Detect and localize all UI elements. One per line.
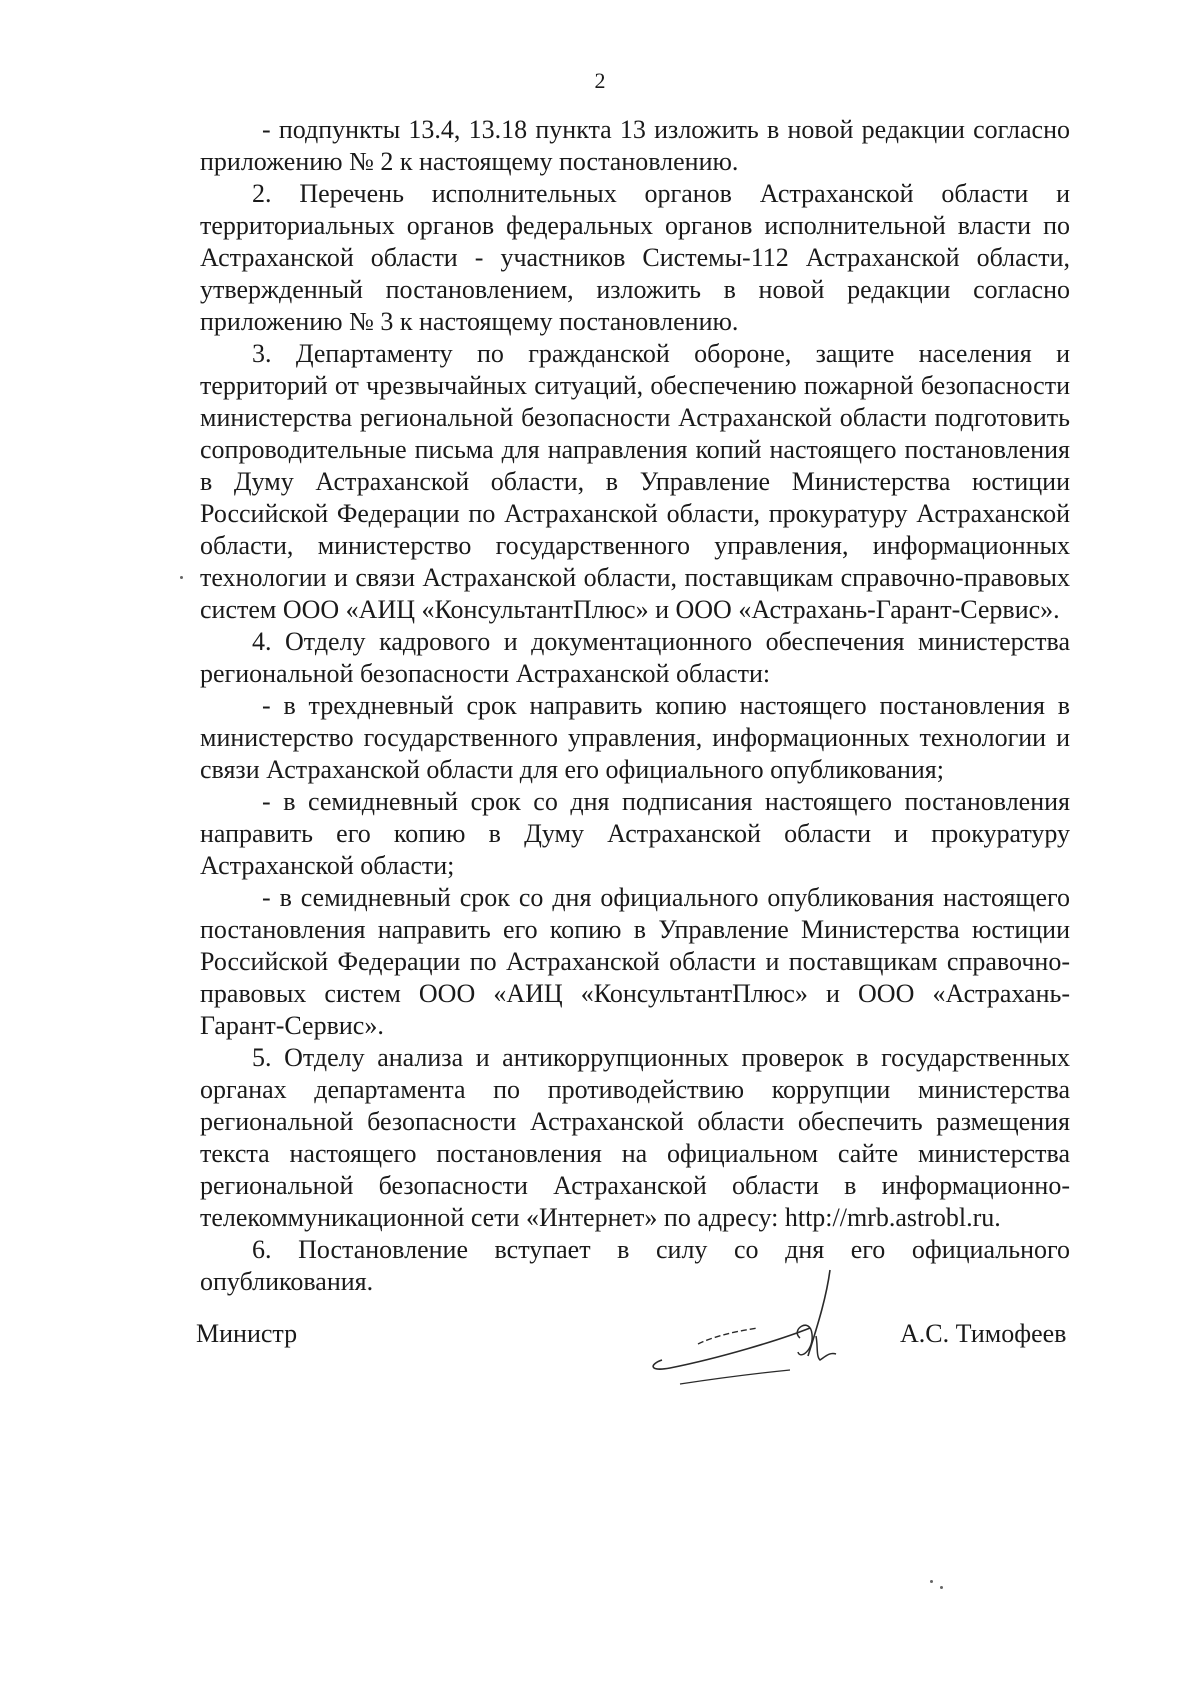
paragraph-4-item-1: - в трехдневный срок направить копию настоящего постановления в министерство государственного управления, информационных технологии и связи Астраханской области для его официального опубликования; <box>200 691 1070 784</box>
document-body <box>200 114 1070 1298</box>
scan-speck <box>940 1586 943 1589</box>
paragraph-4: 4. Отделу кадрового и документационного обеспечения министерства региональной безопасности Астраханской области: <box>200 627 1070 688</box>
handwritten-signature <box>640 1260 880 1400</box>
page-number: 2 <box>594 68 606 93</box>
paragraph-5: 5. Отделу анализа и антикоррупционных проверок в государственных органах департамента по противодействию коррупции министерства региональной безопасности Астраханской области обеспечить размещения текста настоящего постановления на официальном сайте министерства региональной безопасности Астраханской области в информационно-телекоммуникационной сети «Интернет» по адресу: http://mrb.astrobl.ru. <box>200 1043 1070 1232</box>
signer-name: А.С. Тимофеев <box>900 1319 1067 1348</box>
paragraph-4-item-3: - в семидневный срок со дня официального опубликования настоящего постановления направить его копию в Управление Министерства юстиции Российской Федерации по Астраханской области и поставщикам справочно-правовых систем ООО «АИЦ «КонсультантПлюс» и ООО «Астрахань-Гарант-Сервис». <box>200 883 1070 1040</box>
signer-title: Министр <box>196 1319 298 1348</box>
paragraph-subitem-13: - подпункты 13.4, 13.18 пункта 13 изложить в новой редакции согласно приложению № 2 к настоящему постановлению. <box>200 115 1070 176</box>
paragraph-4-item-2: - в семидневный срок со дня подписания настоящего постановления направить его копию в Думу Астраханской области и прокуратуру Астраханской области; <box>200 787 1070 880</box>
paragraph-6: 6. Постановление вступает в силу со дня его официального опубликования. <box>200 1235 1070 1296</box>
paragraph-2: 2. Перечень исполнительных органов Астраханской области и территориальных органов федеральных органов исполнительной власти по Астраханской области - участников Системы-112 Астраханской области, утвержденный постановлением, изложить в новой редакции согласно приложению № 3 к настоящему постановлению. <box>200 179 1070 336</box>
scan-speck <box>930 1580 933 1583</box>
scan-speck <box>180 576 183 579</box>
signature-block <box>0 1260 1200 1420</box>
paragraph-3: 3. Департаменту по гражданской обороне, защите населения и территорий от чрезвычайных ситуаций, обеспечению пожарной безопасности министерства региональной безопасности Астраханской области подготовить сопроводительные письма для направления копий настоящего постановления в Думу Астраханской области, в Управление Министерства юстиции Российской Федерации по Астраханской области, прокуратуру Астраханской области, министерство государственного управления, информационных технологии и связи Астраханской области, поставщикам справочно-правовых систем ООО «АИЦ «КонсультантПлюс» и ООО «Астрахань-Гарант-Сервис». <box>200 339 1070 624</box>
